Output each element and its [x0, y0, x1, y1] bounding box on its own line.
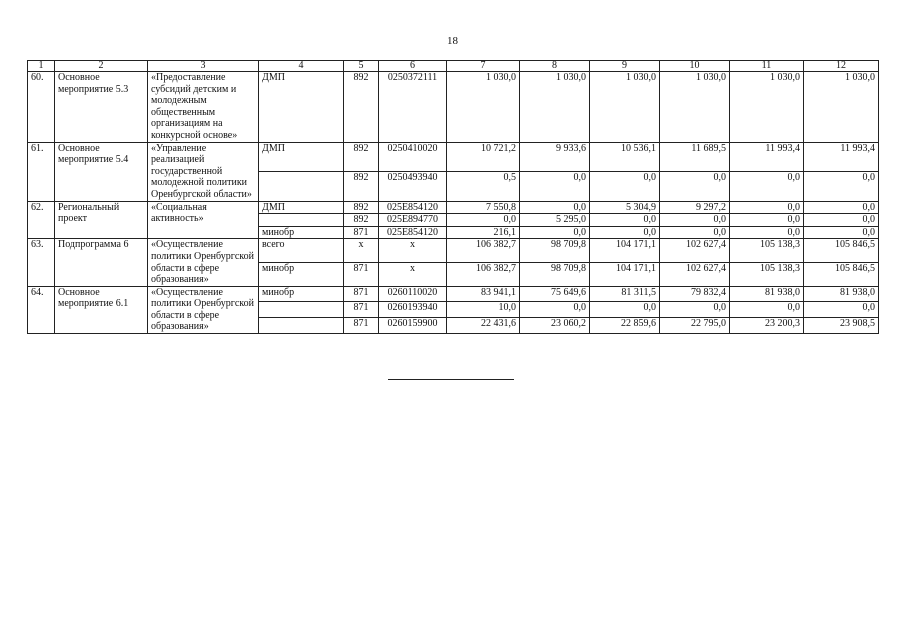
csr-cell: 025E854120	[379, 226, 447, 239]
csr-cell: 025E854120	[379, 201, 447, 214]
value-cell-10: 0,0	[660, 226, 730, 239]
csr-cell: 0250372111	[379, 72, 447, 143]
value-cell-8: 0,0	[520, 201, 590, 214]
page-number: 18	[447, 35, 458, 47]
grbs-cell: 871	[344, 226, 379, 239]
value-cell-12: 0,0	[804, 214, 879, 227]
value-cell-9: 0,0	[590, 302, 660, 318]
value-cell-10: 22 795,0	[660, 318, 730, 334]
grbs-cell: х	[344, 239, 379, 263]
value-cell-7: 106 382,7	[447, 263, 520, 287]
value-cell-10: 102 627,4	[660, 263, 730, 287]
value-cell-8: 75 649,6	[520, 286, 590, 302]
value-cell-8: 23 060,2	[520, 318, 590, 334]
table-row	[28, 72, 879, 143]
value-cell-11: 0,0	[730, 201, 804, 214]
value-cell-7: 106 382,7	[447, 239, 520, 263]
executor-cell: ДМП	[259, 72, 344, 143]
grbs-cell: 892	[344, 201, 379, 214]
header-row	[28, 61, 879, 72]
column-header-7: 7	[447, 61, 520, 72]
row-description: «Осуществление политики Оренбургской области в сфере образования»	[148, 239, 259, 286]
value-cell-7: 0,0	[447, 214, 520, 227]
table-row	[28, 201, 879, 214]
column-header-11: 11	[730, 61, 804, 72]
value-cell-11: 0,0	[730, 172, 804, 201]
value-cell-8: 9 933,6	[520, 142, 590, 171]
executor-cell: минобр	[259, 286, 344, 302]
row-description: «Предоставление субсидий детским и молодежным общественным организациям на конкурсной основе»	[148, 72, 259, 143]
value-cell-12: 23 908,5	[804, 318, 879, 334]
grbs-cell: 871	[344, 286, 379, 302]
value-cell-12: 0,0	[804, 201, 879, 214]
value-cell-7: 22 431,6	[447, 318, 520, 334]
value-cell-11: 81 938,0	[730, 286, 804, 302]
column-header-4: 4	[259, 61, 344, 72]
grbs-cell: 892	[344, 214, 379, 227]
column-header-3: 3	[148, 61, 259, 72]
row-number: 63.	[28, 239, 55, 286]
value-cell-10: 9 297,2	[660, 201, 730, 214]
grbs-cell: 871	[344, 302, 379, 318]
value-cell-12: 0,0	[804, 172, 879, 201]
row-name: Основное мероприятие 5.3	[55, 72, 148, 143]
value-cell-8: 1 030,0	[520, 72, 590, 143]
row-name: Основное мероприятие 6.1	[55, 286, 148, 333]
value-cell-11: 105 138,3	[730, 239, 804, 263]
value-cell-11: 0,0	[730, 302, 804, 318]
table-row	[28, 286, 879, 302]
value-cell-7: 7 550,8	[447, 201, 520, 214]
grbs-cell: 892	[344, 172, 379, 201]
table-row	[28, 239, 879, 263]
row-description: «Осуществление политики Оренбургской области в сфере образования»	[148, 286, 259, 333]
value-cell-9: 10 536,1	[590, 142, 660, 171]
row-number: 60.	[28, 72, 55, 143]
column-header-9: 9	[590, 61, 660, 72]
row-name: Основное мероприятие 5.4	[55, 142, 148, 201]
column-header-12: 12	[804, 61, 879, 72]
value-cell-12: 105 846,5	[804, 263, 879, 287]
value-cell-9: 104 171,1	[590, 263, 660, 287]
csr-cell: 0260193940	[379, 302, 447, 318]
value-cell-8: 98 709,8	[520, 263, 590, 287]
grbs-cell: 871	[344, 318, 379, 334]
value-cell-12: 81 938,0	[804, 286, 879, 302]
executor-cell: ДМП	[259, 201, 344, 214]
executor-cell: ДМП	[259, 142, 344, 171]
executor-cell: минобр	[259, 263, 344, 287]
row-description: «Социальная активность»	[148, 201, 259, 239]
value-cell-12: 11 993,4	[804, 142, 879, 171]
value-cell-9: 5 304,9	[590, 201, 660, 214]
value-cell-9: 0,0	[590, 226, 660, 239]
value-cell-10: 1 030,0	[660, 72, 730, 143]
executor-cell	[259, 302, 344, 318]
value-cell-11: 0,0	[730, 214, 804, 227]
grbs-cell: 892	[344, 142, 379, 171]
value-cell-10: 79 832,4	[660, 286, 730, 302]
csr-cell: 0260159900	[379, 318, 447, 334]
separator-line	[388, 379, 514, 380]
value-cell-8: 5 295,0	[520, 214, 590, 227]
value-cell-10: 0,0	[660, 214, 730, 227]
csr-cell: 0250410020	[379, 142, 447, 171]
value-cell-9: 0,0	[590, 172, 660, 201]
value-cell-12: 0,0	[804, 302, 879, 318]
value-cell-8: 98 709,8	[520, 239, 590, 263]
column-header-10: 10	[660, 61, 730, 72]
value-cell-11: 105 138,3	[730, 263, 804, 287]
column-header-5: 5	[344, 61, 379, 72]
value-cell-12: 0,0	[804, 226, 879, 239]
row-number: 64.	[28, 286, 55, 333]
value-cell-9: 0,0	[590, 214, 660, 227]
budget-table	[27, 60, 879, 334]
value-cell-7: 0,5	[447, 172, 520, 201]
column-header-6: 6	[379, 61, 447, 72]
grbs-cell: 871	[344, 263, 379, 287]
value-cell-12: 105 846,5	[804, 239, 879, 263]
value-cell-7: 10,0	[447, 302, 520, 318]
row-number: 62.	[28, 201, 55, 239]
value-cell-9: 81 311,5	[590, 286, 660, 302]
value-cell-10: 0,0	[660, 302, 730, 318]
row-name: Региональный проект	[55, 201, 148, 239]
value-cell-12: 1 030,0	[804, 72, 879, 143]
csr-cell: 0260110020	[379, 286, 447, 302]
column-header-8: 8	[520, 61, 590, 72]
csr-cell: 0250493940	[379, 172, 447, 201]
executor-cell: минобр	[259, 226, 344, 239]
value-cell-7: 1 030,0	[447, 72, 520, 143]
csr-cell: х	[379, 239, 447, 263]
value-cell-7: 10 721,2	[447, 142, 520, 171]
value-cell-11: 0,0	[730, 226, 804, 239]
row-number: 61.	[28, 142, 55, 201]
value-cell-11: 1 030,0	[730, 72, 804, 143]
grbs-cell: 892	[344, 72, 379, 143]
value-cell-11: 11 993,4	[730, 142, 804, 171]
csr-cell: х	[379, 263, 447, 287]
row-description: «Управление реализацией государственной молодежной политики Оренбургской области»	[148, 142, 259, 201]
value-cell-10: 11 689,5	[660, 142, 730, 171]
table-row	[28, 142, 879, 171]
value-cell-9: 104 171,1	[590, 239, 660, 263]
row-name: Подпрограмма 6	[55, 239, 148, 286]
value-cell-10: 0,0	[660, 172, 730, 201]
value-cell-7: 216,1	[447, 226, 520, 239]
value-cell-10: 102 627,4	[660, 239, 730, 263]
csr-cell: 025E894770	[379, 214, 447, 227]
value-cell-9: 1 030,0	[590, 72, 660, 143]
executor-cell	[259, 172, 344, 201]
value-cell-9: 22 859,6	[590, 318, 660, 334]
executor-cell	[259, 214, 344, 227]
value-cell-8: 0,0	[520, 226, 590, 239]
value-cell-8: 0,0	[520, 302, 590, 318]
value-cell-8: 0,0	[520, 172, 590, 201]
column-header-2: 2	[55, 61, 148, 72]
executor-cell	[259, 318, 344, 334]
value-cell-7: 83 941,1	[447, 286, 520, 302]
value-cell-11: 23 200,3	[730, 318, 804, 334]
column-header-1: 1	[28, 61, 55, 72]
executor-cell: всего	[259, 239, 344, 263]
